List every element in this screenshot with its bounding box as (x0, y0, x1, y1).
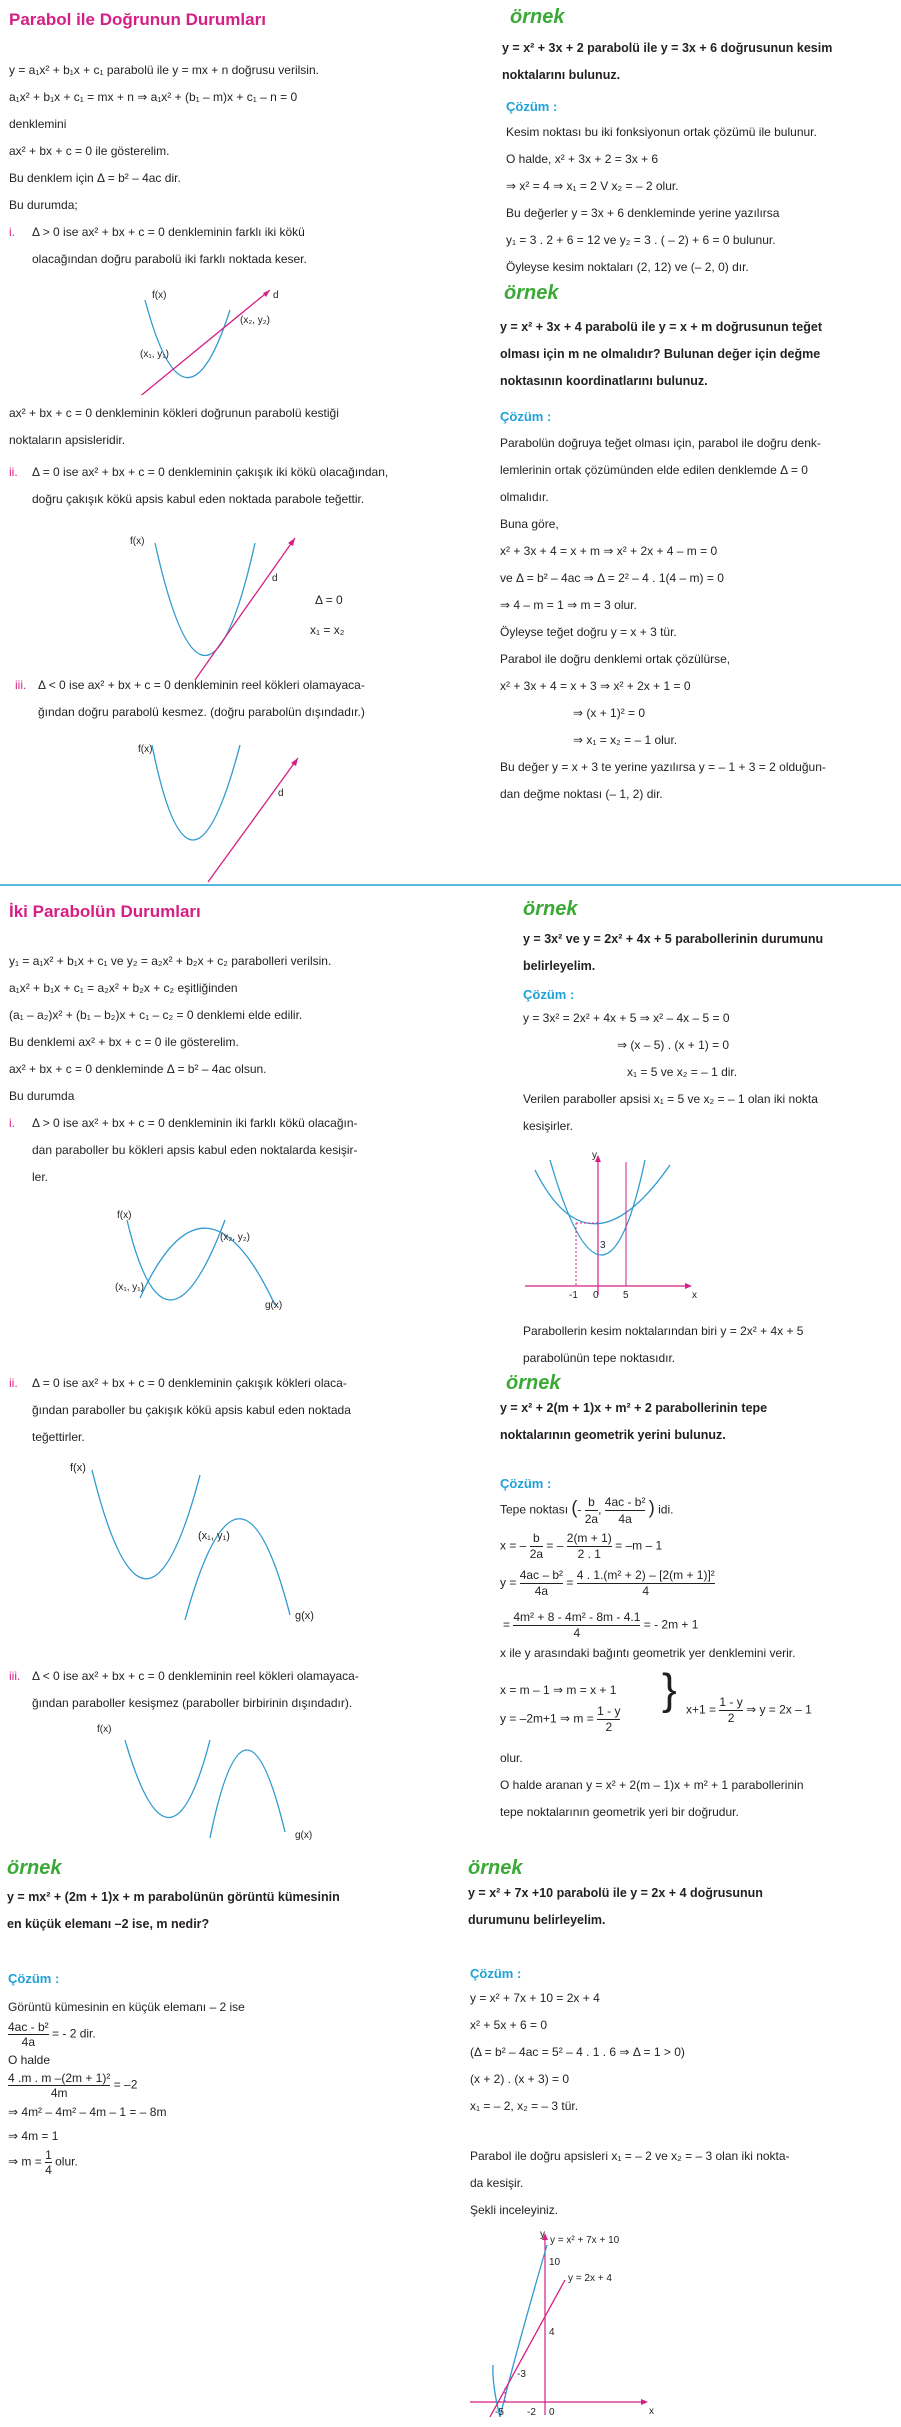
text: = (566, 1575, 574, 1590)
text-line: Bu denklem için Δ = b² – 4ac dir. (9, 171, 181, 185)
parabola-2x2 (535, 1165, 670, 1224)
text-line: ğından doğru parabolü kesmez. (doğru parabolün dışındadır.) (38, 705, 365, 719)
text-line: parabolünün tepe noktasıdır. (523, 1351, 676, 1365)
label-d: d (272, 573, 278, 584)
parabola-f (92, 1470, 200, 1579)
parabola-f (125, 1740, 210, 1818)
figure-two-parabolas-tangent (70, 1455, 340, 1625)
example6-question (468, 1880, 763, 1934)
text-line: y = 3x² = 2x² + 4x + 5 ⇒ x² – 4x – 5 = 0 (523, 1011, 730, 1025)
arrow-head (288, 538, 295, 546)
solution-label: Çözüm : (523, 987, 575, 1002)
text: = - 2m + 1 (643, 1617, 699, 1632)
frac-den: 4a (21, 2035, 36, 2049)
case-number: ii. (9, 465, 18, 479)
text-line: ⇒ 4m² – 4m² – 4m – 1 = – 8m (8, 2105, 167, 2119)
example2-solution (500, 430, 826, 808)
vertex-formula: Tepe noktası (- $\frac{b}{2a}$ , $\frac{\text{4ac - b²}}{4a}$ ) idi. (500, 1495, 674, 1526)
example3-note (523, 1318, 803, 1372)
example6-note (470, 2143, 790, 2224)
label-fx: f(x) (70, 1462, 86, 1474)
text-line: ax² + bx + c = 0 ile gösterelim. (9, 144, 170, 158)
label-fx: f(x) (138, 744, 153, 755)
figure-parabola-line-tangent (130, 528, 380, 688)
example4-question (500, 1395, 767, 1449)
text-line: Verilen paraboller apsisi x₁ = 5 ve x₂ = – 1 olan iki nokta (523, 1092, 818, 1106)
case-number: iii. (9, 1669, 21, 1683)
text-line: x² + 5x + 6 = 0 (470, 2018, 548, 2032)
text: = (503, 1617, 511, 1632)
label-x: x₁ = x₂ (310, 623, 345, 637)
label-x: x (692, 1290, 697, 1300)
frac-den: 2a (529, 1547, 544, 1561)
text-line: y = a₁x² + b₁x + c₁ parabolü ile y = mx + n doğrusu verilsin. (9, 63, 319, 77)
text-line: noktasının koordinatlarını bulunuz. (500, 374, 708, 388)
text-line: teğettirler. (32, 1430, 85, 1444)
case-number: i. (9, 1116, 15, 1130)
label-five: 5 (623, 1290, 629, 1300)
text-line: O halde aranan y = x² + 2(m – 1)x + m² + 1 parabollerinin (500, 1778, 804, 1792)
section1-intro (9, 57, 319, 219)
case-number: i. (9, 225, 15, 239)
label-minus-two: -2 (527, 2407, 536, 2418)
example-label: örnek (506, 1372, 561, 1394)
label-y: y (592, 1150, 597, 1161)
example-label: örnek (7, 1857, 62, 1879)
line-2x-plus-4 (490, 2280, 565, 2417)
text-line: belirleyelim. (523, 959, 596, 973)
text: x+1 = (686, 1702, 717, 1717)
text-line: noktalarını bulunuz. (502, 68, 621, 82)
label-p1: (x₁, y₁) (140, 349, 169, 360)
label-gx: g(x) (265, 1300, 283, 1310)
text-line: y = x² + 7x + 10 = 2x + 4 (470, 1991, 600, 2005)
case-i (9, 219, 307, 266)
text-line: x = m – 1 ⇒ m = x + 1 (500, 1683, 617, 1697)
label-three: 3 (600, 1240, 606, 1251)
line (208, 758, 298, 882)
text-line: olmalıdır. (500, 490, 549, 504)
tangent-line (195, 538, 295, 680)
label-gx: g(x) (295, 1830, 313, 1840)
label-line-eq: y = 2x + 4 (568, 2273, 612, 2284)
x-axis-arrow (641, 2399, 648, 2405)
text: = - 2 dir. (52, 2026, 96, 2041)
example-label: örnek (510, 6, 565, 28)
text-line: y₁ = a₁x² + b₁x + c₁ ve y₂ = a₂x² + b₂x + c₂ parabolleri verilsin. (9, 954, 332, 968)
case-number: ii. (9, 1376, 18, 1390)
text-line: Buna göre, (500, 517, 559, 531)
case-ii (9, 1370, 351, 1444)
example6-solution (470, 1985, 685, 2120)
label-p: (x₁, y₁) (198, 1530, 230, 1542)
arrow-head (263, 290, 270, 297)
elimination-result (686, 1695, 812, 1726)
solution-label: Çözüm : (500, 1476, 552, 1491)
solution-label: Çözüm : (8, 1971, 60, 1986)
frac-num: 2(m + 1) (566, 1531, 612, 1545)
solution-label: Çözüm : (506, 99, 558, 114)
frac-num: b (530, 1531, 543, 1547)
text-line: Parabollerin kesim noktalarından biri y = 2x² + 4x + 5 (523, 1324, 804, 1338)
text-line: en küçük elemanı –2 ise, m nedir? (7, 1917, 210, 1931)
case-ii (9, 459, 389, 506)
text-line: durumunu belirleyelim. (468, 1913, 606, 1927)
text-line: (a₁ – a₂)x² + (b₁ – b₂)x + c₁ – c₂ = 0 denklemi elde edilir. (9, 1008, 303, 1022)
text-line: Parabol ile doğru apsisleri x₁ = – 2 ve x₂ = – 3 olan iki nokta- (470, 2149, 790, 2163)
label-fx: f(x) (152, 290, 167, 301)
frac-num: 4ac – b² (519, 1568, 564, 1582)
frac-den: 2a (584, 1512, 599, 1526)
figure-parabola-line-disjoint (130, 730, 330, 885)
vertex-x-line (500, 1531, 662, 1562)
text: = – (546, 1538, 564, 1553)
solution-label: Çözüm : (470, 1966, 522, 1981)
example-label: örnek (504, 282, 559, 304)
text-line: (Δ = b² – 4ac = 5² – 4 . 1 . 6 ⇒ Δ = 1 > 0) (470, 2045, 685, 2059)
parabola-right-arm (500, 2245, 547, 2417)
text-line: x² + 3x + 4 = x + 3 ⇒ x² + 2x + 1 = 0 (500, 679, 691, 693)
figure-parabola-line-secant (130, 280, 300, 395)
text-line: y = x² + 3x + 4 parabolü ile y = x + m doğrusunun teğet (500, 320, 822, 334)
vertex-y-simplified (503, 1610, 698, 1641)
section-title-parabol-dogru: Parabol ile Doğrunun Durumları (9, 10, 266, 29)
text-line: O halde, x² + 3x + 2 = 3x + 6 (506, 152, 659, 166)
text-line: y = x² + 7x +10 parabolü ile y = 2x + 4 doğrusunun (468, 1886, 763, 1900)
parabola-g (210, 1750, 285, 1838)
text: olur. (55, 2154, 78, 2169)
text-line: Öyleyse teğet doğru y = x + 3 tür. (500, 625, 677, 639)
solution-label: Çözüm : (500, 409, 552, 424)
text-line: x₁ = – 2, x₂ = – 3 tür. (470, 2099, 579, 2113)
parabola-g (140, 1228, 275, 1305)
label-fx: f(x) (117, 1210, 132, 1221)
frac-den: 2 (605, 1720, 613, 1734)
case-number: iii. (15, 678, 27, 692)
section-title-iki-parabol: İki Parabolün Durumları (9, 902, 201, 921)
case-iii (15, 672, 365, 719)
text-line: y = x² + 3x + 2 parabolü ile y = 3x + 6 doğrusunun kesim (502, 41, 833, 55)
section-divider (0, 884, 901, 886)
text: = –m – 1 (615, 1538, 663, 1553)
text: Tepe noktası (500, 1502, 569, 1517)
text-line: y = 3x² ve y = 2x² + 4x + 5 parabollerinin durumunu (523, 932, 824, 946)
text-line: Kesim noktası bu iki fonksiyonun ortak çözümü ile bulunur. (506, 125, 817, 139)
text-line: Şekli inceleyiniz. (470, 2203, 559, 2217)
example5-solution (8, 1996, 245, 2177)
text-line: Δ = 0 ise ax² + bx + c = 0 denkleminin çakışık kökleri olaca- (32, 1376, 347, 1390)
text-line: Öyleyse kesim noktaları (2, 12) ve (– 2, 0) dır. (506, 260, 749, 274)
label-minus-five: -5 (495, 2407, 504, 2418)
label-four: 4 (549, 2327, 555, 2338)
frac-num: 1 - y (719, 1695, 743, 1709)
text-line: ve Δ = b² – 4ac ⇒ Δ = 2² – 4 . 1(4 – m) = 0 (500, 571, 724, 585)
text: x = – (500, 1538, 527, 1553)
example5-question (7, 1884, 340, 1938)
case-iii (9, 1663, 359, 1710)
text-line: Bu değer y = x + 3 te yerine yazılırsa y = – 1 + 3 = 2 olduğun- (500, 760, 826, 774)
text-line: lemlerinin ortak çözümünden elde edilen denklemde Δ = 0 (500, 463, 808, 477)
text-line: ⇒ x₁ = x₂ = – 1 olur. (573, 733, 678, 747)
text-line: (x + 2) . (x + 3) = 0 (470, 2072, 570, 2086)
text-line: kesişirler. (523, 1119, 574, 1133)
frac-num: 4ac - b² (8, 2020, 49, 2034)
text-line: a₁x² + b₁x + c₁ = mx + n ⇒ a₁x² + (b₁ – m)x + c₁ – n = 0 (9, 90, 298, 104)
text-line: Parabolün doğruya teğet olması için, parabol ile doğru denk- (500, 436, 821, 450)
example2-question (500, 314, 822, 395)
text-line: Görüntü kümesinin en küçük elemanı – 2 ise (8, 2000, 245, 2014)
parabola-curve (155, 543, 255, 656)
text-line: ler. (32, 1170, 49, 1184)
example-label: örnek (468, 1857, 523, 1879)
secant-line (138, 290, 270, 395)
example-label: örnek (523, 898, 578, 920)
elimination-system (500, 1677, 620, 1735)
frac-den: 4a (534, 1584, 549, 1598)
example1-question (502, 35, 832, 89)
label-ten: 10 (549, 2257, 561, 2268)
example3-question (523, 926, 823, 980)
label-fx: f(x) (97, 1724, 112, 1735)
text-line: Bu değerler y = 3x + 6 denkleminde yerine yazılırsa (506, 206, 780, 220)
text-line: Δ > 0 ise ax² + bx + c = 0 denkleminin farklı iki kökü (32, 225, 305, 239)
text-line: Bu durumda; (9, 198, 78, 212)
text: y = –2m+1 ⇒ m = (500, 1711, 594, 1726)
text-line: doğru çakışık kökü apsis kabul eden noktada parabole teğettir. (32, 492, 365, 506)
frac-den: 2 (727, 1711, 735, 1725)
example4-conclusion (500, 1745, 804, 1826)
text-line: dan paraboller bu kökleri apsis kabul eden noktalarda kesişir- (32, 1143, 358, 1157)
text-line: Δ < 0 ise ax² + bx + c = 0 denkleminin reel kökleri olamayaca- (32, 1669, 359, 1683)
text: idi. (658, 1502, 674, 1517)
label-zero: 0 (549, 2407, 555, 2418)
label-minus-one: -1 (569, 1290, 578, 1300)
text-line: x² + 3x + 4 = x + m ⇒ x² + 2x + 4 – m = 0 (500, 544, 718, 558)
text-line: Bu durumda (9, 1089, 75, 1103)
label-x: x (649, 2406, 654, 2417)
text-line: noktaların apsisleridir. (9, 433, 126, 447)
figure-two-parabolas-disjoint (95, 1720, 325, 1840)
text-line: tepe noktalarının geometrik yeri bir doğrudur. (500, 1805, 739, 1819)
frac-den: 4 (642, 1584, 650, 1598)
frac-num: 4ac - b² (604, 1495, 646, 1509)
frac-num: 1 (45, 2148, 52, 2162)
label-p2: (x₂, y₂) (240, 315, 270, 326)
label-d: d (273, 290, 279, 301)
text: ⇒ y = 2x – 1 (746, 1702, 812, 1717)
text-line: da kesişir. (470, 2176, 524, 2190)
text-line: a₁x² + b₁x + c₁ = a₂x² + b₂x + c₂ eşitliğinden (9, 981, 238, 995)
frac-den: 4 (573, 1626, 581, 1640)
brace: } (662, 1665, 677, 1714)
text-line: ax² + bx + c = 0 denkleminin kökleri doğrunun parabolü kestiği (9, 406, 339, 420)
case-i (9, 1110, 358, 1184)
frac-num: 1 - y (597, 1704, 621, 1718)
vertex-y-line (500, 1568, 715, 1599)
frac-den: 4m (50, 2086, 68, 2100)
frac-num: 4 . 1.(m² + 2) – [2(m + 1)]² (576, 1568, 715, 1582)
text-line: olur. (500, 1751, 523, 1765)
text-line: x ile y arasındaki bağıntı geometrik yer denklemini verir. (500, 1646, 796, 1660)
frac-num: 4 .m . m –(2m + 1)² (8, 2071, 111, 2085)
example3-solution (523, 1005, 818, 1140)
label-p2: (x₂, y₂) (220, 1232, 250, 1243)
text-line: ax² + bx + c = 0 denkleminde Δ = b² – 4ac olsun. (9, 1062, 267, 1076)
parabola-curve (152, 745, 240, 840)
frac-num: 4m² + 8 - 4m² - 8m - 4.1 (513, 1610, 641, 1624)
label-d: d (278, 788, 284, 799)
label-zero: 0 (593, 1290, 599, 1300)
elim-note (500, 1640, 795, 1667)
text-line: y₁ = 3 . 2 + 6 = 12 ve y₂ = 3 . ( – 2) + 6 = 0 bulunur. (506, 233, 776, 247)
text-line: y = mx² + (2m + 1)x + m parabolünün görüntü kümesinin (7, 1890, 340, 1904)
text-line: noktalarının geometrik yerini bulunuz. (500, 1428, 726, 1442)
label-fx: f(x) (130, 536, 145, 547)
text-line: ⇒ x² = 4 ⇒ x₁ = 2 V x₂ = – 2 olur. (506, 179, 679, 193)
text-line: olması için m ne olmalıdır? Bulunan değer için değme (500, 347, 821, 361)
text-line: Δ = 0 ise ax² + bx + c = 0 denkleminin çakışık iki kökü olacağından, (32, 465, 389, 479)
text-line: ⇒ (x – 5) . (x + 1) = 0 (617, 1038, 730, 1052)
text-line: Bu denklemi ax² + bx + c = 0 ile gösterelim. (9, 1035, 239, 1049)
text-line: y = x² + 2(m + 1)x + m² + 2 parabollerinin tepe (500, 1401, 768, 1415)
section2-intro (9, 948, 331, 1110)
text-line: dan değme noktası (– 1, 2) dir. (500, 787, 663, 801)
text-line: O halde (8, 2053, 51, 2067)
label-delta: Δ = 0 (315, 593, 343, 607)
text-line: Δ > 0 ise ax² + bx + c = 0 denkleminin iki farklı kökü olacağın- (32, 1116, 358, 1130)
text: ⇒ m = (8, 2154, 42, 2169)
text-line: ğından paraboller bu çakışık kökü apsis kabul eden noktada (32, 1403, 351, 1417)
label-p1: (x₁, y₁) (115, 1282, 144, 1293)
arrow-head (291, 758, 298, 766)
text-line: ⇒ 4 – m = 1 ⇒ m = 3 olur. (500, 598, 637, 612)
text-line: x₁ = 5 ve x₂ = – 1 dir. (627, 1065, 738, 1079)
parabola-curve (145, 300, 230, 378)
x-axis-arrow (685, 1283, 692, 1289)
label-y: y (540, 2229, 545, 2240)
frac-den: 2 . 1 (577, 1547, 601, 1561)
text-line: Parabol ile doğru denklemi ortak çözülürse, (500, 652, 731, 666)
label-gx: g(x) (295, 1610, 314, 1622)
text-line: olacağından doğru parabolü iki farklı noktada keser. (32, 252, 307, 266)
roots-note (9, 400, 339, 454)
text: = –2 (113, 2077, 138, 2092)
example1-solution (506, 119, 817, 281)
frac-num: b (585, 1494, 598, 1511)
frac-den: 4 (45, 2163, 52, 2177)
label-parabola-eq: y = x² + 7x + 10 (550, 2235, 620, 2246)
text-line: ğından paraboller kesişmez (paraboller birbirinin dışındadır). (32, 1696, 353, 1710)
figure-parabola-line-graph (465, 2225, 665, 2420)
text-line: denklemini (9, 117, 67, 131)
text: y = (500, 1575, 517, 1590)
label-minus-three: -3 (517, 2369, 526, 2380)
figure-two-parabolas-graph (520, 1150, 700, 1300)
text-line: Δ < 0 ise ax² + bx + c = 0 denkleminin reel kökleri olamayaca- (38, 678, 365, 692)
text-line: ⇒ 4m = 1 (8, 2129, 59, 2143)
figure-two-parabolas-secant (115, 1200, 295, 1310)
text-line: ⇒ (x + 1)² = 0 (573, 706, 646, 720)
frac-den: 4a (618, 1512, 632, 1526)
